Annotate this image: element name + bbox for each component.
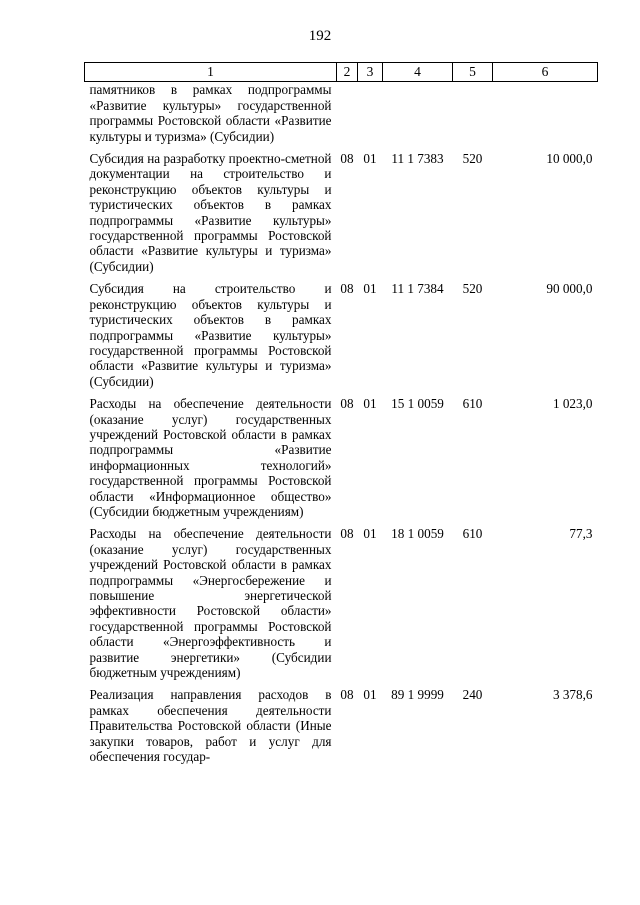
table-row: [85, 389, 598, 519]
table-row: [85, 680, 598, 764]
row-section: 08: [340, 281, 354, 297]
row-target-code: 18 1 0059: [391, 526, 444, 542]
row-expense-type: 520: [462, 151, 483, 167]
table-row: [85, 274, 598, 389]
column-header-2: 2: [337, 63, 358, 82]
row-subsection: 01: [363, 281, 377, 297]
column-header-6: 6: [493, 63, 598, 82]
row-subsection: 01: [363, 151, 377, 167]
row-section: [337, 82, 358, 144]
row-target-code: [383, 82, 453, 144]
row-description: Субсидия на разработку проектно-сметной документации на строительство и реконструкцию объектов культуры и туристических объектов в рамках подпрограммы «Развитие культуры» государственной программы Ростовской области «Развитие культуры и туризма» (Субсидии): [89, 151, 332, 274]
row-section: 08: [340, 526, 354, 542]
row-section: 08: [340, 687, 354, 703]
row-target-code: 11 1 7384: [391, 281, 444, 297]
column-header-4: 4: [383, 63, 453, 82]
table-row: [85, 519, 598, 680]
budget-table: [84, 62, 598, 764]
row-amount: 90 000,0: [546, 281, 593, 297]
row-amount: 1 023,0: [552, 396, 593, 412]
row-description: Реализация направления расходов в рамках обеспечения деятельности Правительства Ростовской области (Иные закупки товаров, работ и услуг для обеспечения государ-: [89, 687, 332, 765]
header-row: [85, 63, 598, 82]
row-expense-type: 240: [462, 687, 483, 703]
row-description: памятников в рамках подпрограммы «Развитие культуры» государственной программы Ростовской области «Развитие культуры и туризма» (Субсидии): [89, 82, 332, 144]
table-row: [85, 144, 598, 274]
row-amount: 10 000,0: [546, 151, 593, 167]
page-number: 192: [308, 28, 332, 44]
row-expense-type: 610: [462, 526, 483, 542]
row-subsection: 01: [363, 526, 377, 542]
row-section: 08: [340, 396, 354, 412]
row-amount: 3 378,6: [552, 687, 593, 703]
row-expense-type: 610: [462, 396, 483, 412]
column-header-3: 3: [358, 63, 383, 82]
row-amount: 77,3: [569, 526, 593, 542]
row-description: Субсидия на строительство и реконструкцию объектов культуры и туристических объектов в рамках подпрограммы «Развитие культуры» государственной программы Ростовской области «Развитие культуры и туризма» (Субсидии): [89, 281, 332, 389]
row-target-code: 15 1 0059: [391, 396, 444, 412]
row-subsection: 01: [363, 396, 377, 412]
column-header-1: 1: [85, 63, 337, 82]
row-subsection: 01: [363, 687, 377, 703]
row-subsection: [358, 82, 383, 144]
row-amount: [493, 82, 598, 144]
row-expense-type: [453, 82, 493, 144]
row-section: 08: [340, 151, 354, 167]
row-target-code: 11 1 7383: [391, 151, 444, 167]
row-description: Расходы на обеспечение деятельности (оказание услуг) государственных учреждений Ростовской области в рамках подпрограммы «Развитие информационных технологий» государственной программы Ростовской области «Информационное общество» (Субсидии бюджетным учреждениям): [89, 396, 332, 519]
column-header-5: 5: [453, 63, 493, 82]
row-description: Расходы на обеспечение деятельности (оказание услуг) государственных учреждений Ростовской области в рамках подпрограммы «Энергосбережение и повышение энергетической эффективности Ростовской области» государственной программы Ростовской области «Энергоэффективность и развитие энергетики» (Субсидии бюджетным учреждениям): [89, 526, 332, 681]
table-row: [85, 82, 598, 144]
row-expense-type: 520: [462, 281, 483, 297]
row-target-code: 89 1 9999: [391, 687, 444, 703]
